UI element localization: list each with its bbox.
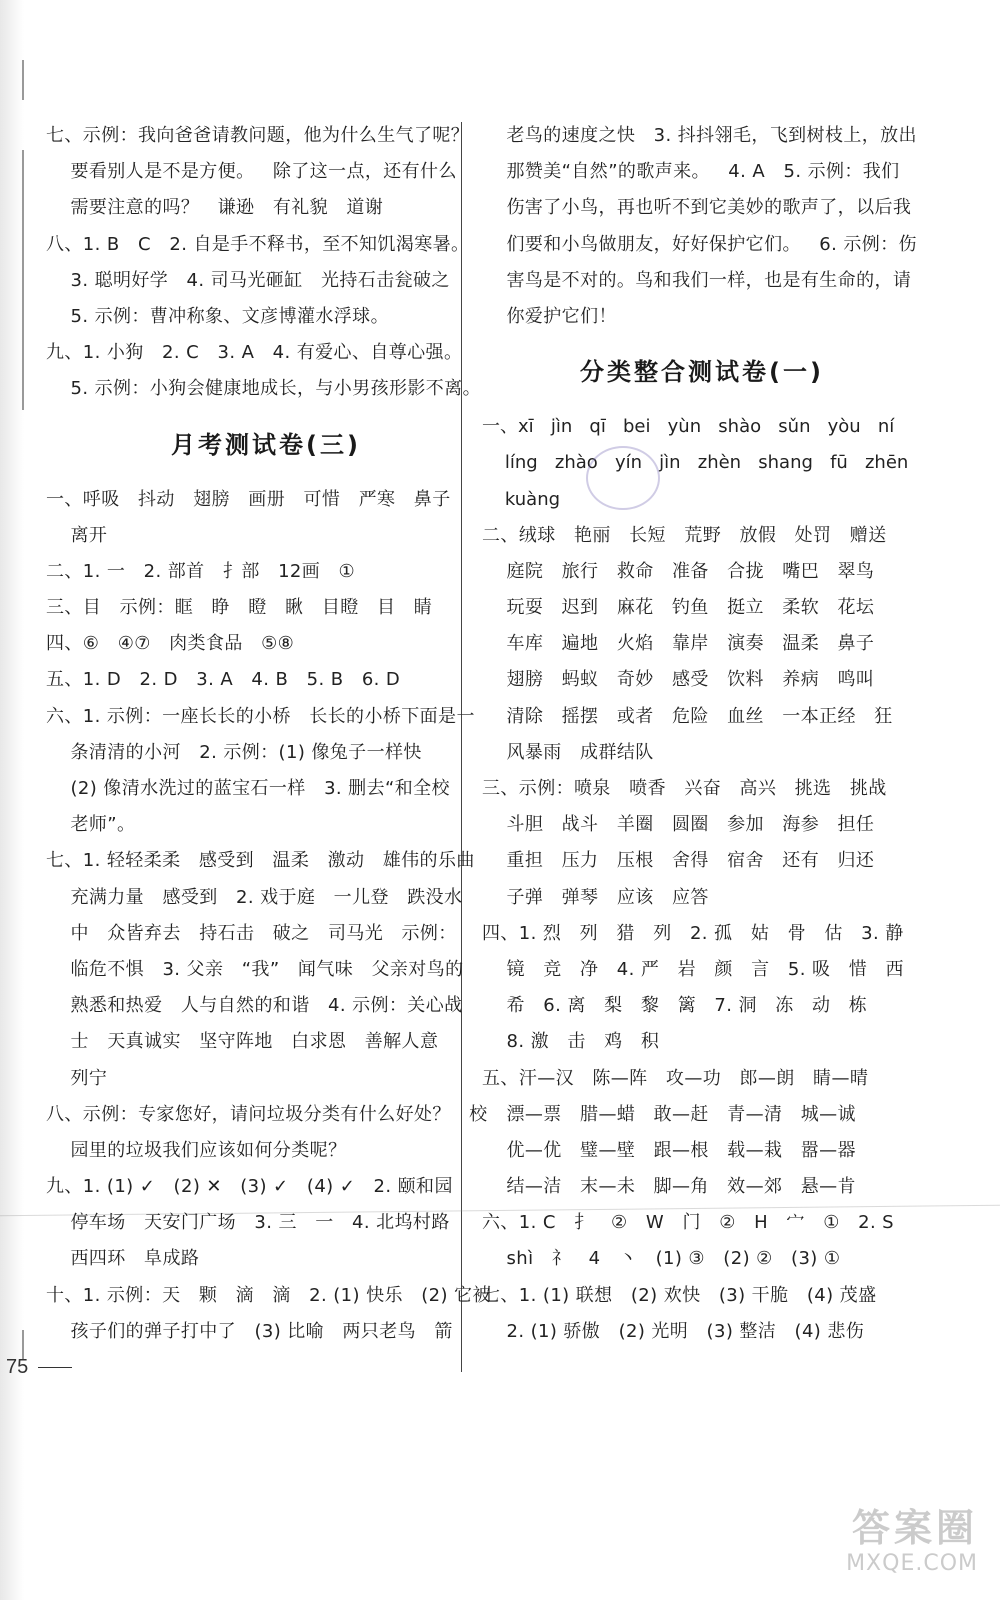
answer-line: 七、1. (1) 联想 (2) 欢快 (3) 干脆 (4) 茂盛 — [482, 1284, 877, 1306]
answer-line: 士 天真诚实 坚守阵地 白求恩 善解人意 — [46, 1031, 439, 1053]
answer-line: 三、示例：喷泉 喷香 兴奋 高兴 挑选 挑战 — [482, 778, 887, 799]
answer-line: (2) 像清水洗过的蓝宝石一样 3. 删去“和全校 — [46, 778, 450, 799]
answer-line: 孩子们的弹子打中了 (3) 比喻 两只老鸟 箭 — [46, 1320, 453, 1342]
answer-line: 需要注意的吗？ 谦逊 有礼貌 道谢 — [46, 197, 384, 219]
answer-line: 结—洁 末—未 脚—角 效—郊 悬—肯 — [482, 1176, 856, 1198]
answer-line: 8. 激 击 鸡 积 — [482, 1031, 660, 1053]
answer-line: 二、绒球 艳丽 长短 荒野 放假 处罚 赠送 — [482, 524, 887, 546]
answer-line: 七、示例：我向爸爸请教问题，他为什么生气了呢？ — [46, 125, 470, 146]
edge-mark — [22, 60, 24, 100]
answer-line: 离开 — [46, 524, 108, 546]
answer-line: 清除 摇摆 或者 危险 血丝 一本正经 狂 — [482, 705, 893, 727]
answer-line: 六、1. 示例：一座长长的小桥 长长的小桥下面是一 — [46, 705, 475, 727]
answer-line: 一、呼吸 抖动 翅膀 画册 可惜 严寒 鼻子 — [46, 488, 451, 510]
answer-line: 四、⑥ ④⑦ 肉类食品 ⑤⑧ — [46, 633, 295, 655]
answer-line: 老师”。 — [46, 814, 136, 836]
faint-stamp-mark — [586, 446, 660, 510]
watermark-logo-text: 答案圈 — [851, 1506, 978, 1550]
answer-line: 们要和小鸟做朋友，好好保护它们。 6. 示例：伤 — [482, 233, 917, 255]
right-answers-part1 — [482, 118, 922, 335]
answer-line: 十、1. 示例：天 颗 滴 滴 2. (1) 快乐 (2) 它被 — [46, 1284, 491, 1306]
answer-line: 漂—票 腊—蜡 敢—赶 青—清 城—诚 — [482, 1103, 856, 1125]
page-number: 75 — [6, 1356, 72, 1379]
site-watermark — [778, 1506, 978, 1586]
answer-line: 西四环 阜成路 — [46, 1248, 200, 1270]
answer-line: 停车场 天安门广场 3. 三 一 4. 北坞村路 — [46, 1212, 450, 1234]
pinyin-line: kuàng — [482, 488, 561, 510]
answer-line: 八、1. B C 2. 自是手不释书，至不知饥渴寒暑。 — [46, 233, 470, 255]
answer-line: 九、1. (1) ✓ (2) ✕ (3) ✓ (4) ✓ 2. 颐和园 — [46, 1176, 453, 1198]
answer-line: 列宁 — [46, 1067, 108, 1089]
answer-line: 要看别人是不是方便。 除了这一点，还有什么 — [46, 161, 457, 183]
answer-line: 五、1. D 2. D 3. A 4. B 5. B 6. D — [46, 669, 401, 691]
left-answers-part2 — [46, 482, 491, 1351]
answer-line: 六、1. C 扌 ② W 门 ② H 宀 ① 2. S — [482, 1212, 895, 1234]
answer-line: 重担 压力 压根 舍得 宿舍 还有 归还 — [482, 850, 875, 872]
answer-line: 园里的垃圾我们应该如何分类呢？ — [46, 1139, 347, 1161]
answer-line: 你爱护它们！ — [482, 305, 617, 327]
answer-line: 条清清的小河 2. 示例：(1) 像兔子一样快 — [46, 741, 422, 763]
answer-line: 翅膀 蚂蚁 奇妙 感受 饮料 养病 鸣叫 — [482, 669, 875, 691]
left-column — [46, 118, 491, 1350]
answer-line: 优—优 璧—壁 跟—根 载—栽 嚣—器 — [482, 1139, 856, 1161]
answer-line: 充满力量 感受到 2. 戏于庭 一儿登 跌没水 — [46, 886, 463, 908]
edge-mark — [22, 150, 24, 410]
answer-line: 2. (1) 骄傲 (2) 光明 (3) 整洁 (4) 悲伤 — [482, 1320, 865, 1342]
answer-line: 四、1. 烈 列 猎 列 2. 孤 姑 骨 估 3. 静 — [482, 922, 904, 944]
answer-line: 九、1. 小狗 2. C 3. A 4. 有爱心、自尊心强。 — [46, 342, 463, 364]
answer-line: 玩耍 迟到 麻花 钓鱼 挺立 柔软 花坛 — [482, 597, 875, 619]
answer-line: 三、目 示例：眶 睁 瞪 瞅 目瞪 目 睛 — [46, 597, 433, 619]
left-answers-part1 — [46, 118, 486, 408]
answer-line: 五、汗—汉 陈—阵 攻—功 郎—朗 睛—晴 — [482, 1067, 869, 1089]
answer-line: 希 6. 离 梨 黎 篱 7. 洞 冻 动 栋 — [482, 995, 868, 1017]
pinyin-line: 一、xī jìn qī bei yùn shào sǔn yòu ní — [482, 416, 895, 438]
answer-line: 临危不惧 3. 父亲 “我” 闻气味 父亲对鸟的 — [46, 958, 464, 980]
answer-line: 庭院 旅行 救命 准备 合拢 嘴巴 翠鸟 — [482, 560, 875, 582]
right-column — [482, 118, 922, 1350]
answer-line: 子弹 弹琴 应该 应答 — [482, 886, 709, 908]
answer-line: 风暴雨 成群结队 — [482, 741, 654, 763]
answer-line: 斗胆 战斗 羊圈 圆圈 参加 海参 担任 — [482, 814, 875, 836]
answer-line: 5. 示例：小狗会健康地成长，与小男孩形影不离。 — [46, 378, 481, 400]
answer-line: 二、1. 一 2. 部首 扌部 12画 ① — [46, 560, 356, 582]
answer-line: 害鸟是不对的。鸟和我们一样，也是有生命的，请 — [482, 269, 912, 291]
answer-line: 车库 遍地 火焰 靠岸 演奏 温柔 鼻子 — [482, 633, 875, 655]
section-title-category-test-1: 分类整合测试卷(一) — [580, 358, 824, 387]
pinyin-line: líng zhào yín jìn zhèn shang fū zhēn — [482, 452, 909, 474]
answer-line: 八、示例：专家您好，请问垃圾分类有什么好处？ 校 — [46, 1103, 488, 1125]
right-answers-part2 — [482, 518, 922, 1350]
answer-line: 七、1. 轻轻柔柔 感受到 温柔 激动 雄伟的乐曲 — [46, 850, 475, 872]
section-title-monthly-test-3: 月考测试卷(三) — [171, 430, 361, 459]
watermark-url: MXQE.COM — [846, 1551, 978, 1576]
answer-line: 熟悉和热爱 人与自然的和谐 4. 示例：关心战 — [46, 995, 463, 1017]
answer-line: 5. 示例：曹冲称象、文彦博灌水浮球。 — [46, 305, 389, 327]
answer-line: 镜 竞 净 4. 严 岩 颜 言 5. 吸 惜 西 — [482, 958, 904, 980]
answer-line: 老鸟的速度之快 3. 抖抖翎毛，飞到树枝上，放出 — [482, 125, 917, 146]
answer-line: 中 众皆弃去 持石击 破之 司马光 示例： — [46, 922, 457, 944]
answer-line: 3. 聪明好学 4. 司马光砸缸 光持石击瓮破之 — [46, 269, 450, 291]
answer-line: 伤害了小鸟，再也听不到它美妙的歌声了，以后我 — [482, 197, 912, 219]
answer-line: 那赞美“自然”的歌声来。 4. A 5. 示例：我们 — [482, 161, 900, 183]
answer-line: shì 礻 4 丶 (1) ③ (2) ② (3) ① — [482, 1248, 841, 1270]
right-pinyin-answers — [482, 409, 922, 518]
